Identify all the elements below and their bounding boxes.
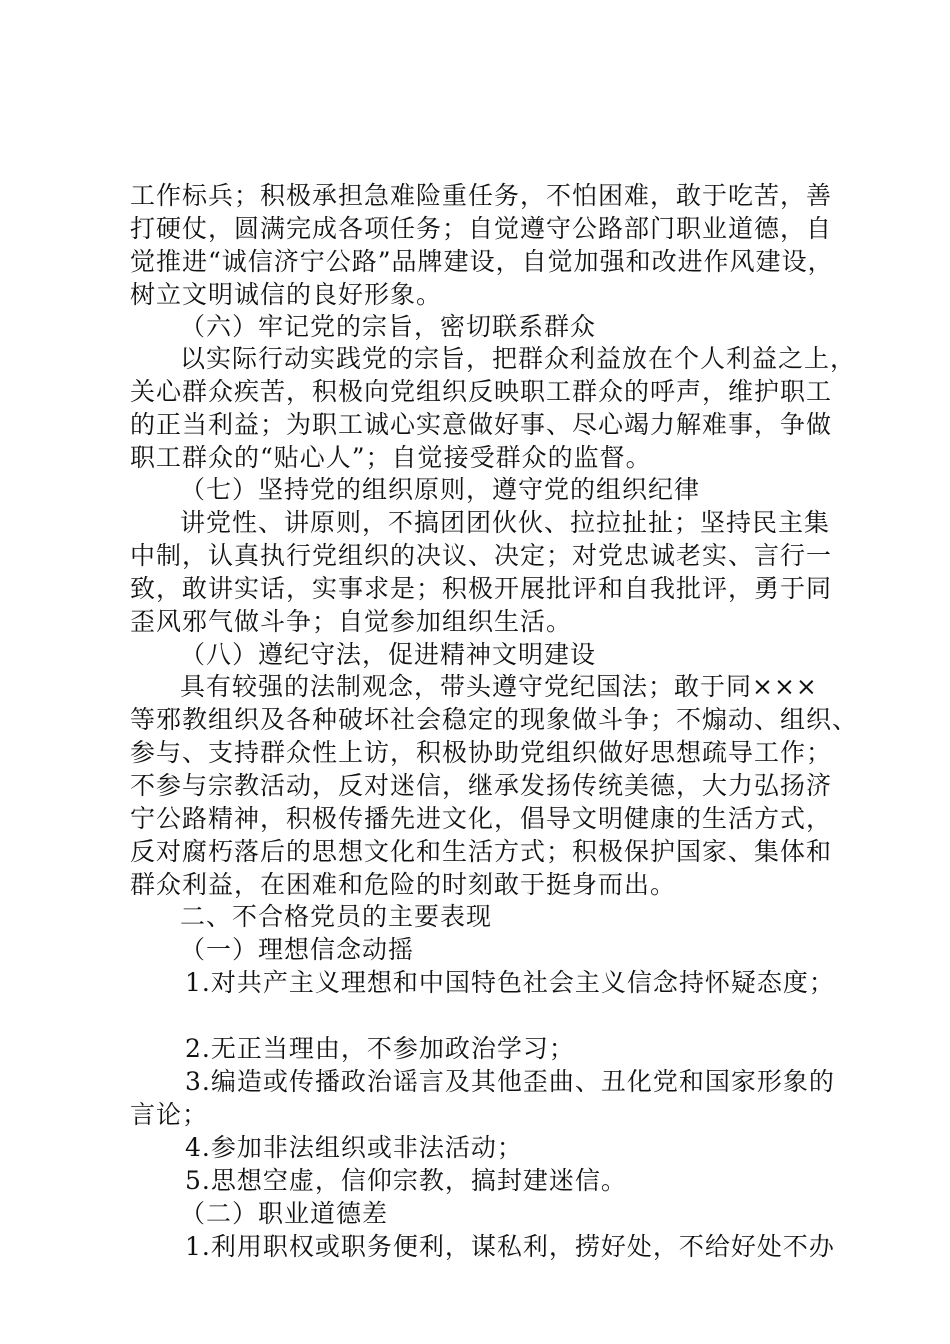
section-heading: （六）牢记党的宗旨，密切联系群众: [180, 312, 597, 341]
list-item: 2.无正当理由，不参加政治学习；: [185, 1034, 575, 1063]
text-line: 觉推进“诚信济宁公路”品牌建设，自觉加强和改进作风建设，: [130, 247, 834, 276]
text-line: 以实际行动实践党的宗旨，把群众利益放在个人利益之上，: [180, 344, 857, 373]
section-heading: （八）遵纪守法，促进精神文明建设: [180, 640, 597, 669]
text-line: 树立文明诚信的良好形象。: [130, 280, 443, 309]
list-item: 1.利用职权或职务便利，谋私利，捞好处，不给好处不办: [185, 1232, 835, 1261]
text-line: 的正当利益；为职工诚心实意做好事、尽心竭力解难事，争做: [130, 410, 833, 439]
text-line: 参与、支持群众性上访，积极协助党组织做好思想疏导工作；: [130, 738, 833, 767]
list-item: 3.编造或传播政治谣言及其他歪曲、丑化党和国家形象的: [185, 1067, 835, 1096]
text-line: 关心群众疾苦，积极向党组织反映职工群众的呼声，维护职工: [130, 377, 833, 406]
list-item: 1.对共产主义理想和中国特色社会主义信念持怀疑态度；: [185, 968, 835, 997]
text-line: 群众利益，在困难和危险的时刻敢于挺身而出。: [130, 870, 677, 899]
section-heading: （七）坚持党的组织原则，遵守党的组织纪律: [180, 475, 701, 504]
text-line: 讲党性、讲原则，不搞团团伙伙、拉拉扯扯；坚持民主集: [180, 508, 831, 537]
text-line: 反对腐朽落后的思想文化和生活方式；积极保护国家、集体和: [130, 837, 833, 866]
text-line: 具有较强的法制观念，带头遵守党纪国法；敢于同×××: [180, 672, 818, 701]
text-line: 职工群众的“贴心人”；自觉接受群众的监督。: [130, 443, 652, 472]
section-heading: （一）理想信念动摇: [180, 935, 415, 964]
chapter-heading: 二、不合格党员的主要表现: [180, 902, 493, 931]
text-line: 言论；: [130, 1100, 209, 1129]
text-line: 致，敢讲实话，实事求是；积极开展批评和自我批评，勇于同: [130, 574, 833, 603]
text-line: 中制，认真执行党组织的决议、决定；对党忠诚老实、言行一: [130, 541, 833, 570]
text-line: 宁公路精神，积极传播先进文化，倡导文明健康的生活方式，: [130, 804, 833, 833]
text-line: 工作标兵；积极承担急难险重任务，不怕困难，敢于吃苦，善: [130, 181, 833, 210]
text-line: 等邪教组织及各种破坏社会稳定的现象做斗争；不煽动、组织、: [130, 705, 859, 734]
section-heading: （二）职业道德差: [180, 1199, 389, 1228]
list-item: 4.参加非法组织或非法活动；: [185, 1133, 523, 1162]
text-line: 歪风邪气做斗争；自觉参加组织生活。: [130, 607, 573, 636]
text-line: 不参与宗教活动，反对迷信，继承发扬传统美德，大力弘扬济: [130, 771, 833, 800]
text-line: 打硬仗，圆满完成各项任务；自觉遵守公路部门职业道德，自: [130, 214, 833, 243]
list-item: 5.思想空虚，信仰宗教，搞封建迷信。: [185, 1166, 627, 1195]
